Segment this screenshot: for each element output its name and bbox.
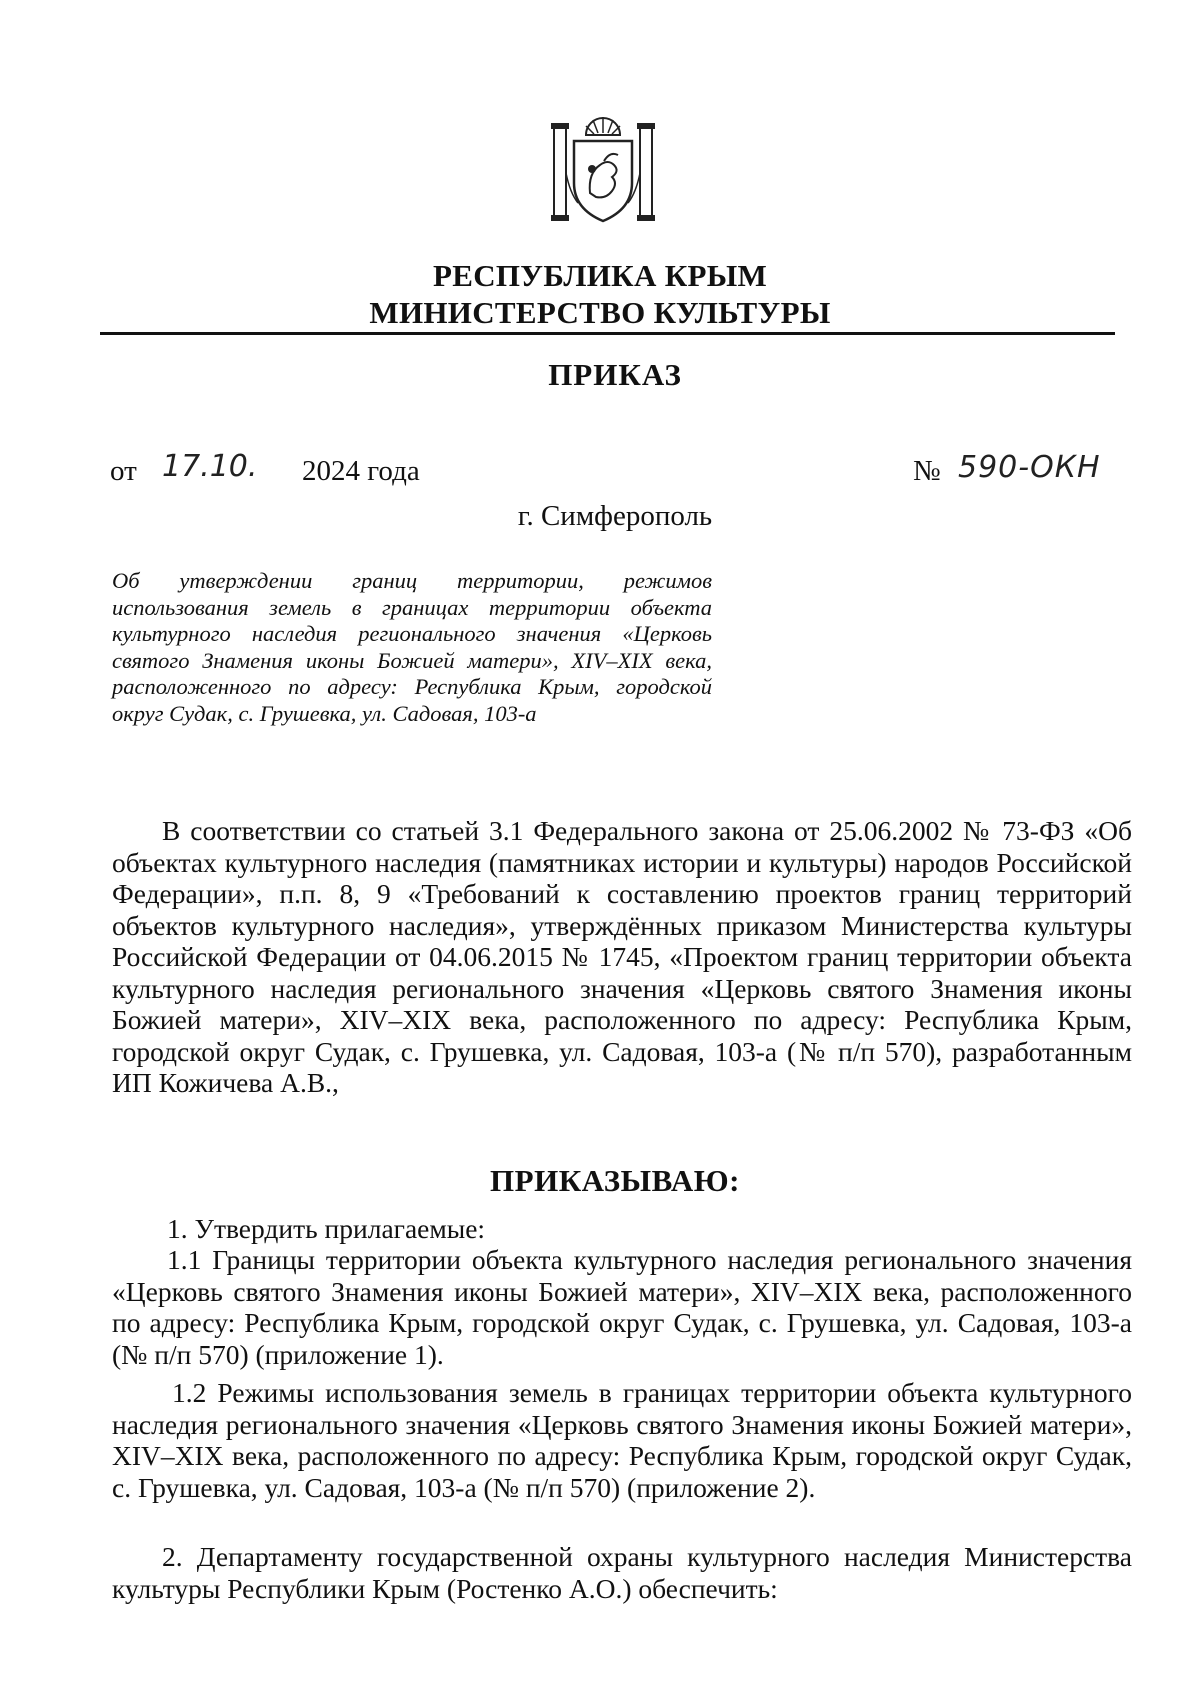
header-divider [100,332,1115,335]
handwritten-date: 17.10. [162,449,258,484]
city-line: г. Симферополь [517,500,713,532]
preamble-paragraph: В соответствии со статьей 3.1 Федерального закона от 25.06.2002 № 73-ФЗ «Об объектах культурного наследия (памятниках истории и культуры) народов Российской Федерации», п.п. 8, 9 «Требований к составлению проектов границ территорий объектов культурного наследия», утверждённых приказом Министерства культуры Российской Федерации от 04.06.2015 № 1745, «Проектом границ территории объекта культурного наследия регионального значения «Церковь святого Знамения иконы Божией матери», XIV–XIX века, расположенного по адресу: Республика Крым, городской округ Судак, с. Грушевка, ул. Садовая, 103-а (№ п/п 570), разработанным ИП Кожичева А.В., [112,815,1132,1098]
coat-of-arms-icon [548,113,658,231]
date-year: 2024 года [302,455,420,487]
republic-title: РЕСПУБЛИКА КРЫМ [432,258,768,293]
item-1: 1. Утвердить прилагаемые: [167,1213,486,1244]
item-1-1: 1.1 Границы территории объекта культурного наследия регионального значения «Церковь святого Знамения иконы Божией матери», XIV–XIX века, расположенного по адресу: Республика Крым, городской округ Судак, с. Грушевка, ул. Садовая, 103-а (№ п/п 570) (приложение 1). [112,1244,1132,1370]
number-label: № [913,455,941,487]
item-2: 2. Департаменту государственной охраны культурного наследия Министерства культуры Республики Крым (Ростенко А.О.) обеспечить: [112,1541,1132,1604]
decree-heading: ПРИКАЗЫВАЮ: [490,1163,740,1198]
handwritten-number: 590-ОКН [958,450,1101,485]
order-subject: Об утверждении границ территории, режимов использования земель в границах территории объекта культурного наследия регионального значения «Церковь святого Знамения иконы Божией матери», XIV–XIX века, расположенного по адресу: Республика Крым, городской округ Судак, с. Грушевка, ул. Садовая, 103-а [112,568,712,726]
ministry-title: МИНИСТЕРСТВО КУЛЬТУРЫ [369,295,831,330]
item-1-2: 1.2 Режимы использования земель в границах территории объекта культурного наследия регионального значения «Церковь святого Знамения иконы Божией матери», XIV–XIX века, расположенного по адресу: Республика Крым, городской округ Судак, с. Грушевка, ул. Садовая, 103-а (№ п/п 570) (приложение 2). [112,1377,1132,1503]
order-title: ПРИКАЗ [548,357,682,392]
date-prefix: от [110,455,137,487]
